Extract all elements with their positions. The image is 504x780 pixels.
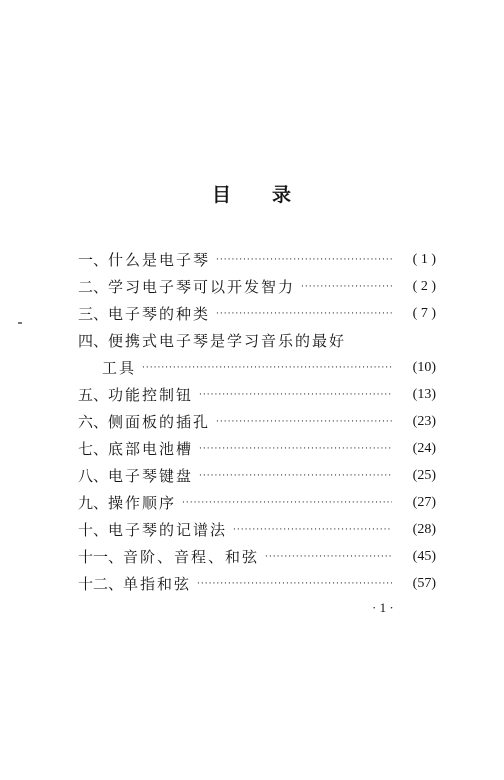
entry-number: 三、 [78,305,109,323]
dot-leader [301,280,392,294]
entry-title: 电子琴的记谱法 [108,521,228,539]
entry-number: 十二、 [78,575,124,593]
dot-leader [199,388,392,402]
entry-title: 操作顺序 [108,494,177,512]
dot-leader [142,361,392,375]
toc-entry-11 [78,543,436,570]
entry-page: (57) [412,575,436,591]
entry-title-continued: 工具 [102,359,137,377]
entry-title: 音阶、音程、和弦 [123,548,260,566]
entry-title: 底部电池槽 [108,440,194,458]
entry-number: 十一、 [78,548,124,566]
entry-page: (13) [412,386,436,402]
dot-leader [233,523,392,537]
dot-leader [199,469,392,483]
dot-leader [216,307,392,321]
entry-page: (10) [412,359,436,375]
toc-entry-5 [78,381,436,408]
entry-page: ( 1 ) [412,251,436,267]
entry-title: 侧面板的插孔 [108,413,211,431]
entry-page: (27) [412,494,436,510]
entry-number: 九、 [78,494,109,512]
entry-number: 一、 [78,251,109,269]
toc-entry-12 [78,570,436,597]
title-char-1: 目 [211,184,232,206]
entry-page: (23) [412,413,436,429]
entry-title: 单指和弦 [123,575,192,593]
toc-entry-4-continued [78,354,436,381]
entry-title: 学习电子琴可以开发智力 [108,278,296,296]
dot-leader [265,550,392,564]
entry-title: 电子琴键盘 [108,467,194,485]
entry-title: 便携式电子琴是学习音乐的最好 [108,332,347,350]
toc-entry-1 [78,246,436,273]
entry-title: 功能控制钮 [108,386,194,404]
entry-number: 八、 [78,467,109,485]
dot-leader [216,415,392,429]
entry-title: 电子琴的种类 [108,305,211,323]
entry-title: 什么是电子琴 [108,251,211,269]
entry-page: (45) [412,548,436,564]
page-folio: · 1 · [372,600,394,615]
page-title [0,180,504,207]
toc-entry-3 [78,300,436,327]
entry-number: 十、 [78,521,109,539]
entry-number: 五、 [78,386,109,404]
entry-page: (28) [412,521,436,537]
entry-page: ( 2 ) [412,278,436,294]
toc-entry-8 [78,462,436,489]
dot-leader [199,442,392,456]
dot-leader [216,253,392,267]
dot-leader [182,496,392,510]
toc-entry-7 [78,435,436,462]
entry-number: 六、 [78,413,109,431]
toc-entry-4 [78,327,436,354]
title-char-2: 录 [272,184,293,206]
entry-number: 七、 [78,440,109,458]
table-of-contents [78,246,436,597]
toc-entry-10 [78,516,436,543]
toc-entry-2 [78,273,436,300]
toc-entry-6 [78,408,436,435]
toc-entry-9 [78,489,436,516]
entry-page: (24) [412,440,436,456]
entry-number: 四、 [78,332,109,350]
entry-number: 二、 [78,278,109,296]
entry-page: (25) [412,467,436,483]
dot-leader [197,577,392,591]
scan-speck [18,322,22,324]
entry-page: ( 7 ) [412,305,436,321]
